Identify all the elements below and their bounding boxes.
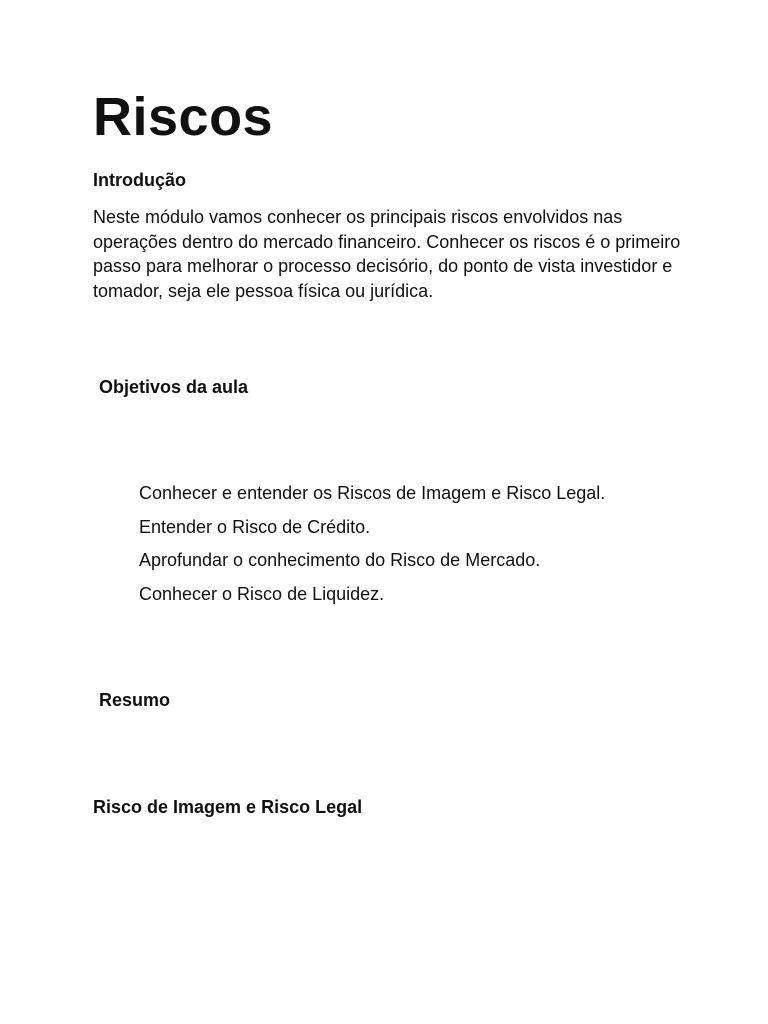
summary-heading: Resumo xyxy=(99,690,171,710)
intro-paragraph: Neste módulo vamos conhecer os principais riscos envolvidos nas operações dentro do mercado financeiro. Conhecer os riscos é o primeiro passo para melhorar o processo decisório, do ponto de vista investidor e tomador, seja ele pessoa física ou jurídica. xyxy=(93,207,681,301)
section-heading: Risco de Imagem e Risco Legal xyxy=(93,797,363,817)
objectives-list xyxy=(139,481,605,615)
objective-item: Conhecer e entender os Riscos de Imagem e Risco Legal. xyxy=(139,483,606,503)
page-title: Riscos xyxy=(93,87,274,147)
intro-heading: Introdução xyxy=(93,170,186,190)
objective-item: Conhecer o Risco de Liquidez. xyxy=(139,583,385,604)
objectives-heading: Objetivos da aula xyxy=(99,377,249,397)
objective-item: Entender o Risco de Crédito. xyxy=(139,516,371,537)
objective-item: Aprofundar o conhecimento do Risco de Mercado. xyxy=(139,550,541,570)
